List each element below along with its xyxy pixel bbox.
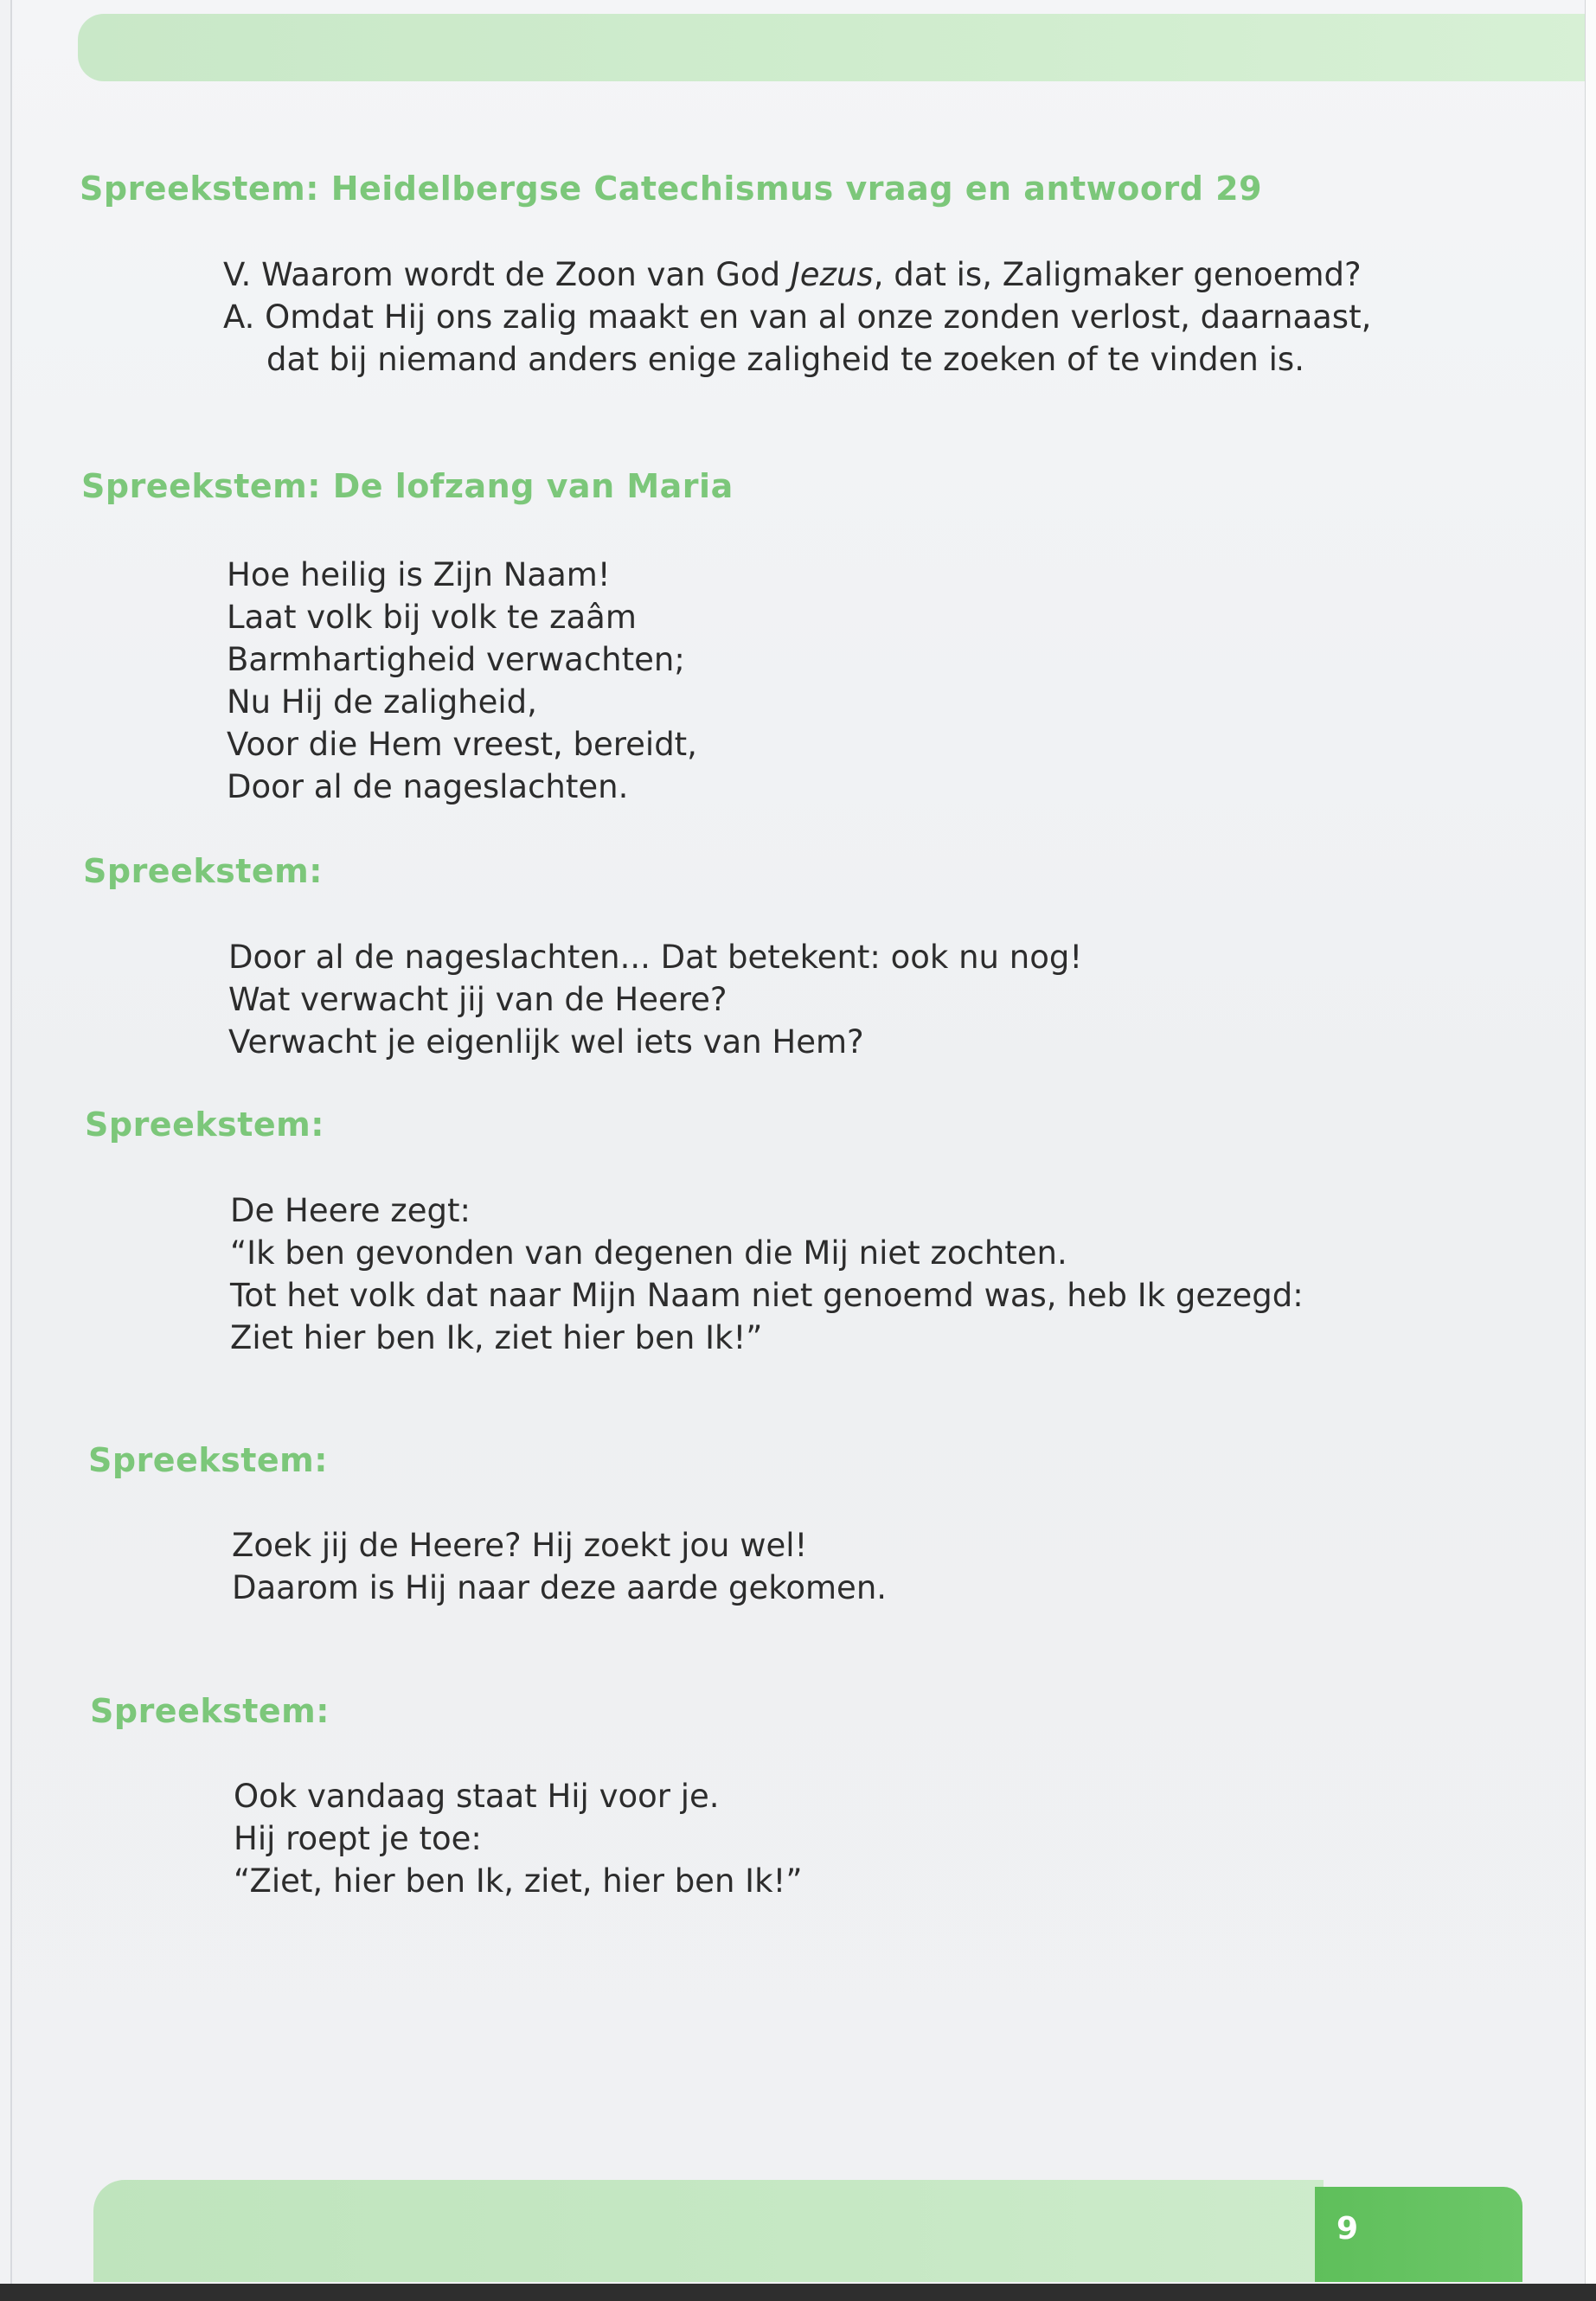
text-line: Ook vandaag staat Hij voor je. bbox=[234, 1778, 720, 1815]
section-heading-lofzang: Spreekstem: De lofzang van Maria bbox=[81, 467, 734, 505]
section-heading-spreekstem-3: Spreekstem: bbox=[83, 852, 323, 890]
spreekstem-4-text bbox=[230, 1189, 1304, 1359]
top-decorative-band bbox=[78, 14, 1596, 81]
bottom-decorative-band bbox=[93, 2180, 1324, 2282]
lofzang-verse bbox=[227, 554, 697, 808]
text-line: Ziet hier ben Ik, ziet hier ben Ik!” bbox=[230, 1319, 763, 1356]
page-number: 9 bbox=[1336, 2211, 1359, 2247]
bottom-shadow bbox=[0, 2284, 1596, 2301]
text-line: Wat verwacht jij van de Heere? bbox=[228, 981, 727, 1018]
verse-line: Voor die Hem vreest, bereidt, bbox=[227, 726, 697, 763]
verse-line: Nu Hij de zaligheid, bbox=[227, 683, 537, 721]
adjacent-page-edge bbox=[1585, 0, 1596, 2301]
text-line: Daarom is Hij naar deze aarde gekomen. bbox=[232, 1569, 888, 1606]
text-line: Zoek jij de Heere? Hij zoekt jou wel! bbox=[232, 1527, 808, 1564]
section-heading-spreekstem-5: Spreekstem: bbox=[88, 1441, 328, 1479]
spreekstem-5-text bbox=[232, 1524, 887, 1609]
spreekstem-3-text bbox=[228, 936, 1082, 1063]
question-suffix: , dat is, Zaligmaker genoemd? bbox=[873, 256, 1362, 293]
section-heading-spreekstem-4: Spreekstem: bbox=[85, 1106, 324, 1144]
verse-line: Barmhartigheid verwachten; bbox=[227, 641, 685, 678]
text-line: Hij roept je toe: bbox=[234, 1820, 482, 1857]
verse-line: Laat volk bij volk te zaâm bbox=[227, 599, 637, 636]
text-line: “Ziet, hier ben Ik, ziet, hier ben Ik!” bbox=[234, 1862, 803, 1900]
text-line: “Ik ben gevonden van degenen die Mij niet zochten. bbox=[230, 1234, 1067, 1272]
question-emphasis: Jezus bbox=[790, 256, 874, 293]
answer-line-2: dat bij niemand anders enige zaligheid te zoeken of te vinden is. bbox=[266, 341, 1304, 378]
verse-line: Hoe heilig is Zijn Naam! bbox=[227, 556, 611, 593]
section-heading-spreekstem-6: Spreekstem: bbox=[90, 1692, 330, 1730]
question-line bbox=[223, 253, 1371, 296]
text-line: Verwacht je eigenlijk wel iets van Hem? bbox=[228, 1023, 864, 1061]
text-line: De Heere zegt: bbox=[230, 1192, 471, 1229]
verse-line: Door al de nageslachten. bbox=[227, 768, 629, 805]
question-prefix: V. Waarom wordt de Zoon van God bbox=[223, 256, 791, 293]
text-line: Door al de nageslachten... Dat betekent: ook nu nog! bbox=[228, 939, 1083, 976]
answer-line-1: A. Omdat Hij ons zalig maakt en van al onze zonden verlost, daarnaast, bbox=[223, 298, 1372, 336]
spreekstem-6-text bbox=[234, 1775, 803, 1902]
catechismus-qa bbox=[223, 253, 1371, 381]
section-heading-catechismus: Spreekstem: Heidelbergse Catechismus vraag en antwoord 29 bbox=[80, 170, 1263, 208]
text-line: Tot het volk dat naar Mijn Naam niet genoemd was, heb Ik gezegd: bbox=[230, 1277, 1304, 1314]
